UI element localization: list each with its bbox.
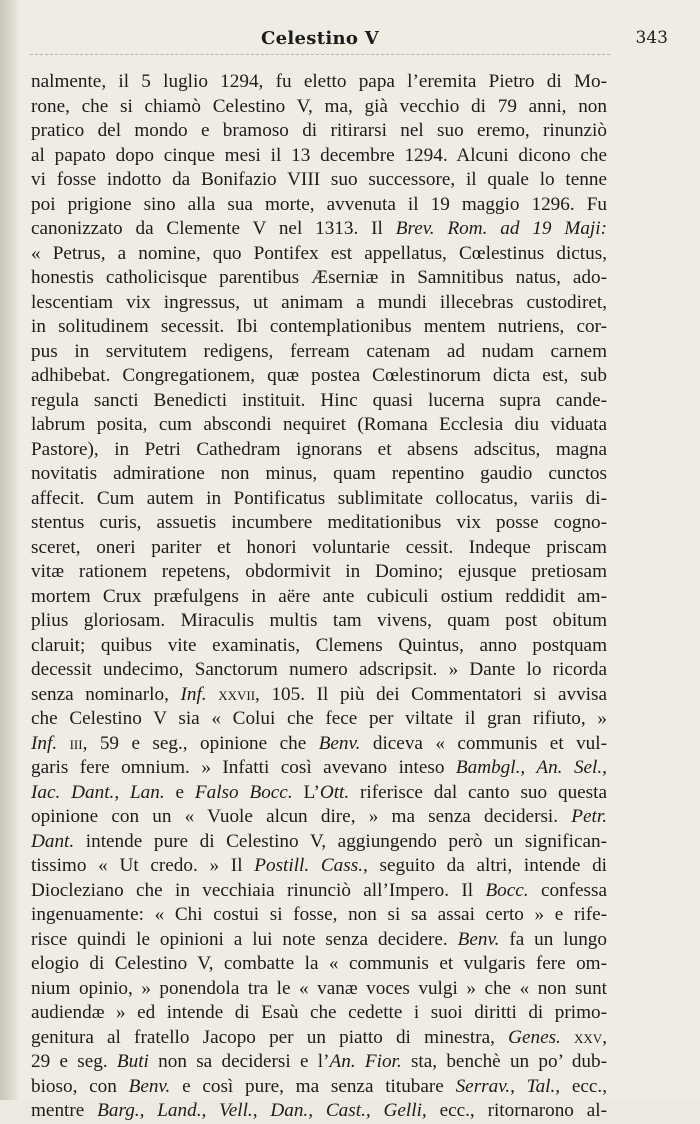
italic-reference: Inf. [180, 683, 207, 705]
text-run: e così pure, ma senza titubare [170, 1075, 456, 1097]
italic-reference: Benv. [318, 732, 361, 754]
italic-reference: Genes. [508, 1026, 561, 1048]
text-line [31, 95, 607, 120]
text-line [31, 634, 607, 659]
running-head [30, 28, 668, 54]
text-line [31, 977, 607, 1002]
text-line [31, 952, 607, 977]
text-line [31, 413, 607, 438]
text-run: in solitudinem secessit. Ibi contemplationibus mentem nutriens, cor- [31, 316, 607, 337]
text-line [31, 438, 607, 463]
italic-reference: Benv. [128, 1075, 171, 1097]
text-run: regula sancti Benedicti instituit. Hinc quasi lucerna supra cande- [31, 389, 607, 411]
italic-reference: Petr. [571, 806, 607, 827]
text-run: fa un lungo [499, 928, 607, 950]
text-run: senza nominarlo, [31, 683, 181, 705]
text-run: canonizzato da Clemente V nel 1313. Il [31, 218, 396, 239]
text-run: vi fosse indotto da Bonifazio VIII suo successore, il quale lo tenne [31, 169, 607, 190]
text-run: riferisce dal canto suo questa [349, 781, 607, 803]
text-line [31, 193, 607, 218]
text-line [31, 854, 607, 879]
roman-numeral: iii [69, 732, 83, 754]
text-line [31, 707, 607, 732]
italic-reference: Barg., Land., Vell., Dan., Cast., Gelli, [97, 1100, 427, 1121]
text-line [31, 805, 607, 830]
text-run: intende pure di Celestino V, aggiungendo però un significan- [74, 830, 607, 852]
text-run: , 59 e seg., opinione che [82, 732, 319, 754]
text-run: L’ [292, 781, 320, 803]
text-run: diceva « communis et vul- [360, 732, 607, 754]
text-line [31, 609, 607, 634]
text-line [31, 340, 607, 365]
page-number: 343 [635, 28, 668, 48]
text-line [31, 928, 607, 953]
text-line [31, 756, 607, 781]
text-run: pus in servitutem redigens, ferream catenam ad nudam carnem [31, 340, 607, 362]
italic-reference: Iac. Dant., Lan. [31, 781, 165, 803]
text-run: ingenuamente: « Chi costui si fosse, non si sa assai certo » e rife- [31, 904, 607, 925]
text-run: genitura al fratello Jacopo per un piatto di minestra, [31, 1026, 509, 1048]
text-line [31, 536, 607, 561]
text-line [31, 732, 607, 757]
italic-reference: Inf. [31, 732, 58, 754]
text-line [31, 119, 607, 144]
text-run: lescentiam vix ingressus, ut animam a mundi illecebras custodiret, [31, 291, 607, 313]
text-run: pratico del mondo e bramoso di ritirarsi nel suo eremo, rinunziò [31, 120, 607, 141]
text-run: plius gloriosam. Miraculis multis tam vivens, quam post obitum [31, 610, 607, 631]
text-run: rone, che si chiamò Celestino V, ma, già vecchio di 79 anni, non [31, 95, 607, 117]
italic-reference: Ott. [319, 781, 350, 803]
text-run: affecit. Cum autem in Pontificatus sublimitate collocatus, variis di- [31, 487, 607, 509]
italic-reference: Bocc. [485, 879, 529, 901]
text-line [31, 1099, 607, 1124]
text-run: che Celestino V sia « Colui che fece per viltate il gran rifiuto, » [31, 708, 607, 729]
text-run [207, 684, 219, 705]
text-line [31, 511, 607, 536]
text-run: honestis catholicisque parentibus Æserniæ in Samnitibus natus, ado- [31, 267, 607, 288]
roman-numeral: xxv [574, 1026, 603, 1048]
text-run: vitæ rationem repetens, obdormivit in Domino; ejusque pretiosam [31, 561, 607, 582]
text-run: elogio di Celestino V, combatte la « communis et vulgaris fere om- [31, 953, 607, 974]
italic-reference: Benv. [457, 928, 500, 950]
text-run: seguito da altri, intende di [367, 855, 608, 876]
text-run: confessa [528, 879, 608, 901]
text-run: nium opinio, » ponendola tra le « vanæ voces vulgi » che « non sunt [31, 977, 607, 999]
text-line [31, 683, 607, 708]
text-run: labrum posita, cum abscondi nequiret (Romana Ecclesia diu viduata [31, 414, 607, 435]
text-run: bioso, con [31, 1075, 129, 1097]
text-run: ecc., ritornarono al- [426, 1100, 607, 1121]
text-line [31, 560, 607, 585]
text-run: ecc., [560, 1075, 607, 1097]
text-line [31, 144, 607, 169]
text-run: Pastore), in Petri Cathedram ignorans et absens adscitus, magna [31, 438, 607, 460]
text-line [31, 585, 607, 610]
text-line [31, 1026, 607, 1051]
body-text [31, 70, 607, 1124]
italic-reference: Brev. Rom. ad 19 Maji: [395, 218, 607, 239]
italic-reference: An. Fior. [329, 1051, 402, 1072]
italic-reference: Falso Bocc. [194, 781, 293, 803]
text-run: sceret, oneri pariter et honori voluntarie cessit. Indeque priscam [31, 536, 607, 558]
text-run: opinione con un « Vuole alcun dire, » ma senza decidersi. [31, 806, 572, 827]
text-line [31, 315, 607, 340]
text-line [31, 781, 607, 806]
italic-reference: Serrav., Tal., [455, 1075, 561, 1097]
italic-reference: Dant. [31, 830, 75, 852]
text-line [31, 1050, 607, 1075]
text-line [31, 266, 607, 291]
text-line [31, 658, 607, 683]
text-run: claruit; quibus vite examinatis, Clemens Quintus, anno postquam [31, 634, 607, 656]
text-line [31, 830, 607, 855]
text-run: Diocleziano che in vecchiaia rinunciò all’Impero. Il [31, 879, 486, 901]
text-line [31, 879, 607, 904]
text-run [57, 733, 69, 754]
text-run: novitatis admiratione non minus, quam repentino gaudio cunctos [31, 463, 607, 484]
text-run [561, 1027, 574, 1048]
text-run: poi prigione sino alla sua morte, avvenuta il 19 maggio 1296. Fu [31, 193, 607, 215]
text-run: 29 e seg. [31, 1051, 117, 1072]
text-run: e [164, 781, 195, 803]
italic-reference: Buti [116, 1051, 149, 1072]
text-line [31, 903, 607, 928]
italic-reference: Postill. Cass., [254, 855, 368, 876]
text-line [31, 1001, 607, 1026]
text-line [31, 487, 607, 512]
text-run: mentre [31, 1100, 98, 1121]
text-line [31, 168, 607, 193]
text-run: tissimo « Ut credo. » Il [31, 855, 255, 876]
text-run: decessit undecimo, Sanctorum numero adscripsit. » Dante lo ricorda [31, 659, 607, 680]
text-run: garis fere omnium. » Infatti così avevano inteso [31, 757, 456, 778]
text-run: « Petrus, a nomine, quo Pontifex est appellatus, Cœlestinus dictus, [31, 242, 607, 264]
text-run: non sa decidersi e l’ [148, 1051, 330, 1072]
text-line [31, 389, 607, 414]
text-run: audiendæ » ed intende di Esaù che cedette i suoi diritti di primo- [31, 1002, 607, 1023]
text-run: stentus curis, assuetis incumbere meditationibus vix posse cogno- [31, 512, 607, 533]
text-run: sta, benchè un po’ dub- [401, 1051, 608, 1072]
text-line [31, 1075, 607, 1100]
page-title: Celestino V [261, 28, 379, 49]
text-run: risce quindi le opinioni a lui note senza decidere. [31, 928, 458, 950]
text-run: mortem Crux præfulgens in aëre ante cubiculi ostium reddidit am- [31, 585, 607, 607]
text-line [31, 70, 607, 95]
text-run: adhibebat. Congregationem, quæ postea Cœlestinorum dicta est, sub [31, 365, 607, 386]
text-line [31, 462, 607, 487]
text-line [31, 217, 607, 242]
text-line [31, 242, 607, 267]
page-binding-shadow [0, 0, 20, 1100]
italic-reference: Bambgl., An. Sel., [455, 757, 607, 778]
text-line [31, 291, 607, 316]
text-run: nalmente, il 5 luglio 1294, fu eletto papa l’eremita Pietro di Mo- [31, 71, 607, 92]
text-line [31, 364, 607, 389]
header-rule [30, 54, 610, 55]
text-run: , [602, 1026, 607, 1048]
text-run: , 105. Il più dei Commentatori si avvisa [255, 683, 607, 705]
roman-numeral: xxvii [218, 683, 256, 705]
text-run: al papato dopo cinque mesi il 13 decembre 1294. Alcuni dicono che [31, 144, 607, 166]
